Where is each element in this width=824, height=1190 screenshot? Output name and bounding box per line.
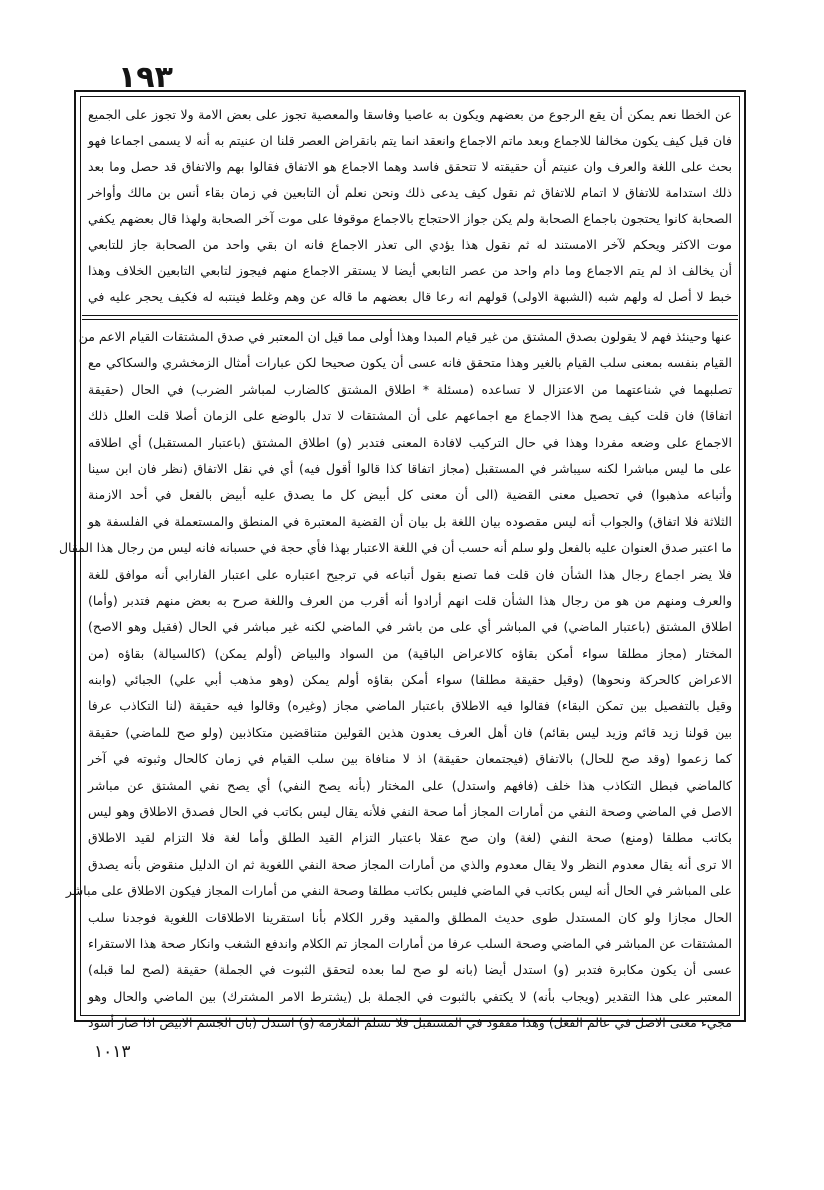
page-signature: ١٠١٣ [94,1042,131,1062]
margin-commentary [88,102,732,312]
main-line: الثلاثة فلا اتفاق) والجواب أنه ليس مقصوده بيان اللغة بل بيان أن القضية المعتبرة في المنطق والمستعملة في الفلسفة هو [88,513,732,529]
main-line: المختار (مجاز مطلقا سواء أمكن بقاؤه كالاعراض الباقية) من السواد والبياض (أولم يمكن) (كالسيالة) بقاؤه (من [88,645,732,661]
main-line: اتفاقا) فان قلت كيف يصح هذا الاجماع مع اجماعهم على أن المشتقات لا تدل بالوضع على الزمان أصلا قلت العلل ذلك [88,408,732,424]
main-line: كما زعموا (وقد صح للحال) بالاتفاق (فيجتمعان حقيقة) اذ لا منافاة بين سلب القيام في زمان كالحال وثبوته في آخر [88,751,732,767]
main-line: وأتباعه مذهبوا) في تحصيل معنى القضية (الى أن معنى كل أبيض كل ما يصدق عليه أبيض بالفعل في أحد الازمنة [88,487,732,503]
main-line: القيام بنفسه بمعنى سلب القيام بالغير وهذا متحقق فانه عسى أن يكون صحيحا لكن عبارات أمثال الزمخشري والسكاكي مع [88,355,732,371]
main-line: فلا يضر اجماع رجال هذا الشأن فان قلت فما تصنع بقول أتباعه في ترجيح اعتباره على اعتبار الفارابي أنه موافق للغة [88,566,732,582]
margin-line: أن يخالف اذ لم يتم الاجماع وما دام واحد من عصر التابعي أيضا لا يستقر الاجماع منهم فيجوز لتابعي التابعين الخلاف وهذا [88,263,732,278]
margin-line: الصحابة كانوا يحتجون باجماع الصحابة ولم يكن جواز الاحتجاج بالاجماع موقوفا على موت آخر الصحابة ولهذا قال بعضهم يكفي [88,211,732,226]
main-line: بين قولنا زيد قائم وزيد ليس بقائم) فان أهل العرف يعدون هذين القولين متناقضين متكاذبين (ولو صح للماضي) حقيقة [88,724,732,740]
page-number: ١٩٣ [118,60,173,95]
main-text [58,324,732,1031]
margin-line: موت الاكثر ويحكم لآخر الامستند له ثم نقول هذا يؤدي الى تعذر الاجماع فانه ان بقي واحد من الصحابة جاز للتابعي [88,237,732,252]
main-line: والعرف ومنهم من هو من رجال هذا الشأن قلت انهم أرادوا أنه أقرب من العرف واللغة صرح به بعض منهم فتدبر (وأما) [88,592,732,608]
margin-line: فان قيل كيف يكون مخالفا للاجماع وبعد ماتم الاجماع وانعقد انما يتم بانقراض العصر قلنا ان عنيتم به أنه لا يسمى اجماعا فهو [88,133,732,148]
main-line: على ما ليس مباشرا لكنه سيباشر في المستقبل (مجاز اتفاقا كذا قالوا أقول فيه) أي في نقل الاتفاق (نظر فان ابن سينا [88,460,732,476]
main-line: على المباشر في الحال أنه ليس بكاتب في الماضي فليس بكاتب مطلقا وصحة النفي من أمارات المجاز فيكون الاطلاق على مباشر [65,883,732,899]
main-line: الاجماع على وضعه مفردا وهذا في حال التركيب لافادة المعنى فتدبر (و) اطلاق المشتق (باعتبار المستقبل) أي اطلاقه [88,434,732,450]
main-line: الاعراض كالحركة ونحوها) (وقيل حقيقة مطلقا) سواء أمكن بقاؤه أولم يمكن (وهو مذهب أبي علي) الجبائي (وابنه [88,672,732,688]
main-line: وقيل بالتفصيل بين تمكن البقاء) فقالوا فيه الاطلاق باعتبار الماضي مجاز (وغيره) وقالوا فيه حقيقة (لنا التكاذب عرفا [88,698,732,714]
main-line: المعتبر على هذا التقدير (ويجاب بأنه) لا يكتفي بالثبوت في الجملة بل (يشترط الامر المشترك) بين الماضي والحال وهو [88,988,732,1004]
main-line: ما اعتبر صدق العنوان عليه بالفعل ولو سلم أنه حسب أن في اللغة الاعتبار بهذا فأي حجة في حسبانه فانه ليس من رجال هذا المقال [58,540,732,556]
main-line: كالماضي فبطل التكاذب هذا خلف (فافهم واستدل) على المختار (بأنه يصح النفي) أي يصح نفي المشتق عن مباشر [88,777,732,793]
margin-line: خبط لا أصل له ولهم شبه (الشبهة الاولى) قولهم انه رعا قال بعضهم ما قاله عن وهم وغلط فينتبه له فكيف يحجر عليه في [88,289,732,304]
main-line: عسى أن يكون مكابرة فتدبر (و) استدل أيضا (بانه لو صح لما بعده لتحقق الثبوت في الجملة) حقيقة (لصح لما قبله) [88,962,732,978]
main-line: تصلبهما في شناعتهما من الاعتزال لا تساعده (مسئلة * اطلاق المشتق كالضارب لمباشر الضرب) في الحال (حقيقة [88,381,732,397]
main-line: مجيء معنى الاصل في عالم الفعل) وهذا مفقود في المستقبل فلا نسلم الملازمة (و) استدل (بان الجسم الابيض اذا صار أسود [88,1015,732,1031]
main-line: المشتقات عن المباشر في الماضي وصحة السلب عرفا من أمارات المجاز تم الكلام واندفع الشغب وانكار صحة هذا الاستقراء [88,935,732,951]
main-line: اطلاق المشتق (باعتبار الماضي) في المباشر أي على من باشر في الماضي لكنه غير مباشر في الحال (فقيل وهو الاصح) [88,619,732,635]
main-line: عنها وحينئذ فهم لا يقولون بصدق المشتق من غير قيام المبدا وهذا أولى مما قيل ان المعتبر في صدق المشتقات القيام الاعم من [78,329,732,344]
margin-line: عن الخطا نعم يمكن أن يقع الرجوع من بعضهم ويكون به عاصيا وفاسقا والمعصية تجوز على بعض الامة ولا تجوز على الجميع [88,107,732,122]
section-divider [82,315,738,320]
margin-line: ذلك استدامة للاتفاق لا اتمام للاتفاق ثم نقول كيف يدعى ذلك ونحن نعلم أن التابعين في زمان بقاء أنس بن مالك وأواخر [88,185,732,200]
main-line: الحال مجازا ولو كان المستدل طوى حديث المطلق والمقيد وقرر الكلام بأنا استقرينا الاطلاقات اللغوية فوجدنا سلب [88,909,732,925]
main-line: الاصل في الماضي وصحة النفي من أمارات المجاز أما صحة النفي فلأنه يقال ليس بكاتب في الحال فصدق الاطلاق وهو ليس [88,804,732,820]
margin-line: بحث على اللغة والعرف وان عنيتم أن حقيقته لا تتحقق فاسد وهما الاجماع هو الاتفاق فقالوا بهم والاتفاق قد حصل وما بعد [88,159,732,174]
main-line: الا ترى أنه يقال معدوم النظر ولا يقال معدوم والذي من أمارات المجاز صحة النفي اللغوية ثم ان الدليل منقوض بأنه يصدق [88,856,732,872]
main-line: بكاتب مطلقا (ومنع) صحة النفي (لغة) وان صح عقلا باعتبار التزام القيد الطلق وأما لغة فلا التزام لقيد الاطلاق [88,830,732,846]
